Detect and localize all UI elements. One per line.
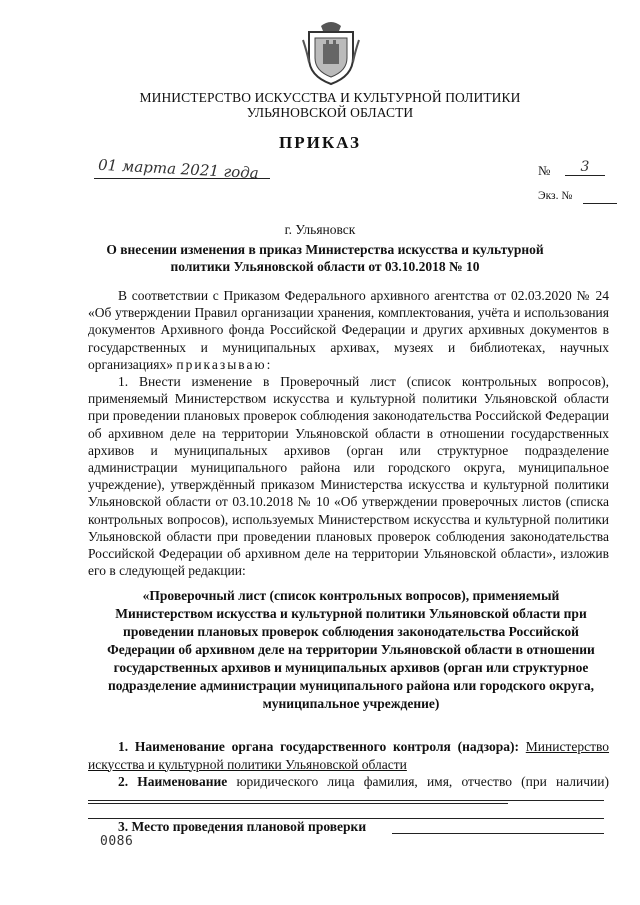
page-stamp: 0086: [100, 834, 134, 849]
checklist-title: «Проверочный лист (список контрольных вопросов), применяемый Министерством искусства и культурной политики Ульяновской области при проведении плановых проверок соблюдения законодательства Российской Федерации об архивном деле на территории Ульяновской области в отношении государственных архивов и муниципальных архивов (орган или структурное подразделение администрации муниципального района или городского округа, муниципальное учреждение): [107, 588, 595, 711]
city: г. Ульяновск: [284, 222, 356, 237]
order-title: ПРИКАЗ: [279, 133, 361, 152]
item-2-label: 2. Наименование: [118, 774, 228, 789]
checklist-items: [88, 738, 609, 808]
order-subject: О внесении изменения в приказ Министерства искусства и культурной политики Ульяновской области от 03.10.2018 № 10: [106, 242, 544, 274]
ministry-line-1: МИНИСТЕРСТВО ИСКУССТВА И КУЛЬТУРНОЙ ПОЛИТИКИ: [139, 90, 521, 105]
item-2-fill-line: [88, 791, 508, 804]
preamble-text: В соответствии с Приказом Федерального архивного агентства от 02.03.2020 № 24 «Об утверждении Правил организации хранения, комплектования, учёта и использования документов Архивного фонда Российской Федерации и других архивных документов в государственных и муниципальных архивах, музеях и библиотеках, научных организациях»: [88, 288, 609, 372]
copy-number-label: Экз. №: [538, 190, 573, 202]
item-3-label: 3. Место проведения плановой проверки: [118, 819, 367, 834]
ministry-name: [100, 90, 560, 120]
item-3-fill-line: [392, 833, 604, 834]
item-1-value: Министерство искусства и культурной политики Ульяновской области: [88, 739, 610, 772]
coat-of-arms-icon: [301, 18, 361, 88]
order-number-label: №: [538, 163, 551, 178]
paragraph-item-1: 1. Внести изменение в Проверочный лист (список контрольных вопросов), применяемый Министерством искусства и культурной политики Ульяновской области при проведении плановых проверок соблюдения законодательства Российской Федерации об архивном деле на территории Ульяновской области в отношении государственных архивов и муниципальных архивов (орган или структурное подразделение администрации муниципального района или городского округа, муниципальное учреждение), утверждённый приказом Министерства искусства и культурной политики Ульяновской области от 03.10.2018 № 10 «Об утверждении проверочных листов (списка контрольных вопросов), используемых Министерством искусства и культурной политики Ульяновской области при проведении плановых проверок соблюдения законодательства Российской Федерации об архивном деле на территории Ульяновской области», изложив его в следующей редакции:: [88, 374, 609, 579]
order-number-value: 3: [565, 159, 605, 176]
ministry-line-2: УЛЬЯНОВСКОЙ ОБЛАСТИ: [246, 105, 414, 120]
order-word: приказываю:: [176, 356, 273, 372]
copy-number-line: [583, 203, 617, 204]
checklist-item-2: [88, 773, 609, 808]
order-date: 01 марта 2021 года: [97, 155, 260, 183]
order-body: [88, 287, 609, 579]
item-2-rest: юридического лица фамилия, имя, отчество (при наличии): [236, 774, 609, 789]
item-1-label: 1. Наименование органа государственного контроля (надзора):: [118, 739, 519, 754]
checklist-item-1: [88, 738, 609, 773]
date-underline: [94, 178, 270, 179]
divider-line: [88, 800, 604, 801]
paragraph-preamble: [88, 287, 609, 373]
